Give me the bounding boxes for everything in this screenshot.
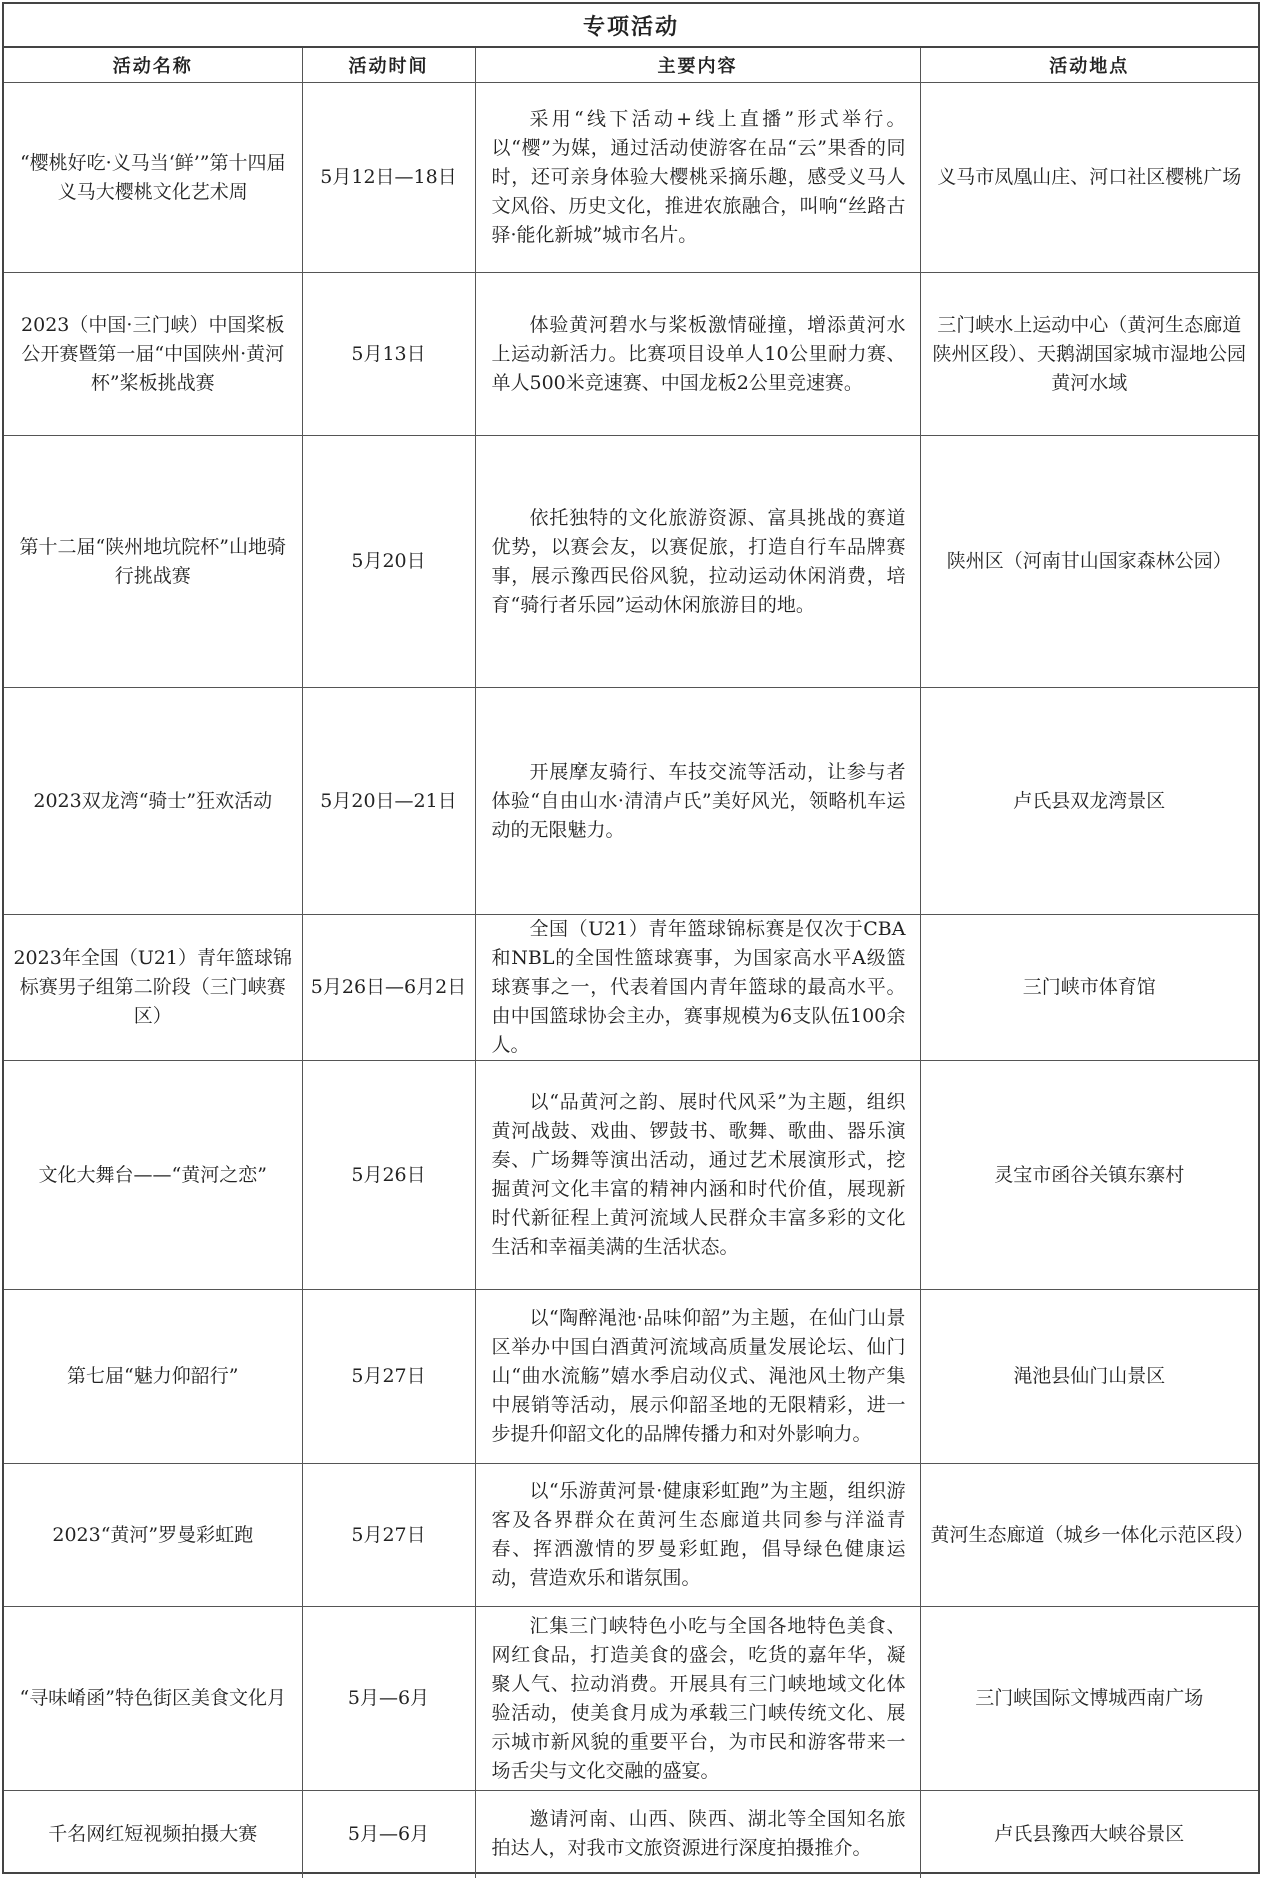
activity-content-cell <box>475 273 920 436</box>
table-row <box>4 1791 1258 1878</box>
activity-time-cell: 5月26日 <box>302 1061 475 1290</box>
activity-table-sheet <box>2 2 1260 1874</box>
activity-name-cell: “寻味崤函”特色街区美食文化月 <box>4 1607 302 1791</box>
activity-name-cell: 文化大舞台——“黄河之恋” <box>4 1061 302 1290</box>
activity-content-cell <box>475 83 920 273</box>
activity-place-cell: 三门峡国际文博城西南广场 <box>920 1607 1258 1791</box>
activity-content-text: 以“乐游黄河景·健康彩虹跑”为主题，组织游客及各界群众在黄河生态廊道共同参与洋溢青春、挥洒激情的罗曼彩虹跑，倡导绿色健康运动，营造欢乐和谐氛围。 <box>491 1480 906 1589</box>
header-activity-place: 活动地点 <box>920 48 1258 83</box>
activity-content-cell <box>475 1607 920 1791</box>
activity-content-text: 采用“线下活动+线上直播”形式举行。以“樱”为媒，通过活动使游客在品“云”果香的同时，还可亲身体验大樱桃采摘乐趣，感受义马人文风俗、历史文化，推进农旅融合，叫响“丝路古驿·能化新城”城市名片。 <box>491 108 906 246</box>
header-main-content: 主要内容 <box>475 48 920 83</box>
activity-content-cell <box>475 915 920 1061</box>
header-activity-time: 活动时间 <box>302 48 475 83</box>
activity-content-cell <box>475 436 920 688</box>
activity-place-cell: 黄河生态廊道（城乡一体化示范区段） <box>920 1464 1258 1607</box>
activity-content-text: 全国（U21）青年篮球锦标赛是仅次于CBA和NBL的全国性篮球赛事，为国家高水平A级篮球赛事之一，代表着国内青年篮球的最高水平。由中国篮球协会主办，赛事规模为6支队伍100余人。 <box>491 918 906 1056</box>
activity-name-cell: “樱桃好吃·义马当‘鲜’”第十四届义马大樱桃文化艺术周 <box>4 83 302 273</box>
activity-time-cell: 5月20日 <box>302 436 475 688</box>
activity-name-cell: 2023（中国·三门峡）中国桨板公开赛暨第一届“中国陕州·黄河杯”桨板挑战赛 <box>4 273 302 436</box>
table-row <box>4 436 1258 688</box>
table-row <box>4 273 1258 436</box>
activity-content-cell <box>475 1464 920 1607</box>
table-row <box>4 1607 1258 1791</box>
table-title: 专项活动 <box>4 4 1258 48</box>
activity-time-cell: 5月26日—6月2日 <box>302 915 475 1061</box>
table-row <box>4 1061 1258 1290</box>
activity-content-text: 开展摩友骑行、车技交流等活动，让参与者体验“自由山水·清清卢氏”美好风光，领略机车运动的无限魅力。 <box>491 760 906 841</box>
table-row <box>4 915 1258 1061</box>
activity-time-cell: 5月—6月 <box>302 1791 475 1878</box>
activity-place-cell: 义马市凤凰山庄、河口社区樱桃广场 <box>920 83 1258 273</box>
activity-time-cell: 5月13日 <box>302 273 475 436</box>
activity-name-cell: 千名网红短视频拍摄大赛 <box>4 1791 302 1878</box>
activity-name-cell: 2023双龙湾“骑士”狂欢活动 <box>4 688 302 915</box>
activity-time-cell: 5月12日—18日 <box>302 83 475 273</box>
activity-content-cell <box>475 1791 920 1878</box>
activity-place-cell: 卢氏县双龙湾景区 <box>920 688 1258 915</box>
header-row <box>4 48 1258 83</box>
activity-content-cell <box>475 1061 920 1290</box>
activity-place-cell: 卢氏县豫西大峡谷景区 <box>920 1791 1258 1878</box>
table-row <box>4 83 1258 273</box>
activity-content-text: 体验黄河碧水与桨板激情碰撞，增添黄河水上运动新活力。比赛项目设单人10公里耐力赛、单人500米竞速赛、中国龙板2公里竞速赛。 <box>491 313 906 394</box>
activity-place-cell: 三门峡市体育馆 <box>920 915 1258 1061</box>
activity-name-cell: 第十二届“陕州地坑院杯”山地骑行挑战赛 <box>4 436 302 688</box>
table-row <box>4 1290 1258 1464</box>
activity-content-cell <box>475 688 920 915</box>
activity-time-cell: 5月20日—21日 <box>302 688 475 915</box>
activity-time-cell: 5月27日 <box>302 1464 475 1607</box>
activity-name-cell: 第七届“魅力仰韶行” <box>4 1290 302 1464</box>
table-row <box>4 1464 1258 1607</box>
activity-content-cell <box>475 1290 920 1464</box>
activity-name-cell: 2023年全国（U21）青年篮球锦标赛男子组第二阶段（三门峡赛区） <box>4 915 302 1061</box>
activity-content-text: 邀请河南、山西、陕西、湖北等全国知名旅拍达人，对我市文旅资源进行深度拍摄推介。 <box>491 1808 906 1860</box>
activity-name-cell: 2023“黄河”罗曼彩虹跑 <box>4 1464 302 1607</box>
activity-place-cell: 灵宝市函谷关镇东寨村 <box>920 1061 1258 1290</box>
table-row <box>4 688 1258 915</box>
activity-content-text: 依托独特的文化旅游资源、富具挑战的赛道优势，以赛会友，以赛促旅，打造自行车品牌赛事，展示豫西民俗风貌，拉动运动休闲消费，培育“骑行者乐园”运动休闲旅游目的地。 <box>491 506 906 616</box>
header-activity-name: 活动名称 <box>4 48 302 83</box>
activity-place-cell: 陕州区（河南甘山国家森林公园） <box>920 436 1258 688</box>
activity-time-cell: 5月27日 <box>302 1290 475 1464</box>
activity-time-cell: 5月—6月 <box>302 1607 475 1791</box>
activity-content-text: 以“陶醉渑池·品味仰韶”为主题，在仙门山景区举办中国白酒黄河流域高质量发展论坛、仙门山“曲水流觞”嬉水季启动仪式、渑池风土物产集中展销等活动，展示仰韶圣地的无限精彩，进一步提升仰韶文化的品牌传播力和对外影响力。 <box>491 1307 906 1445</box>
activity-table <box>4 48 1258 1878</box>
activity-content-text: 以“品黄河之韵、展时代风采”为主题，组织黄河战鼓、戏曲、锣鼓书、歌舞、歌曲、器乐演奏、广场舞等演出活动，通过艺术展演形式，挖掘黄河文化丰富的精神内涵和时代价值，展现新时代新征程上黄河流域人民群众丰富多彩的文化生活和幸福美满的生活状态。 <box>491 1091 906 1258</box>
activity-content-text: 汇集三门峡特色小吃与全国各地特色美食、网红食品，打造美食的盛会，吃货的嘉年华，凝聚人气、拉动消费。开展具有三门峡地域文化体验活动，使美食月成为承载三门峡传统文化、展示城市新风貌的重要平台，为市民和游客带来一场舌尖与文化交融的盛宴。 <box>491 1614 906 1782</box>
activity-place-cell: 渑池县仙门山景区 <box>920 1290 1258 1464</box>
activity-place-cell: 三门峡水上运动中心（黄河生态廊道陕州区段）、天鹅湖国家城市湿地公园黄河水域 <box>920 273 1258 436</box>
